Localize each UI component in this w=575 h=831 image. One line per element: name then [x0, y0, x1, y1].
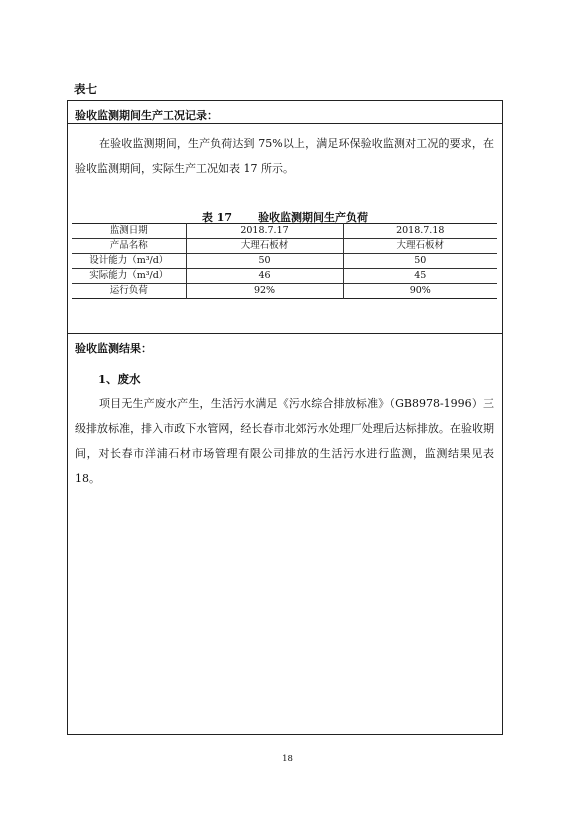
- row-label: 监测日期: [72, 224, 186, 239]
- cell-day2: 45: [343, 269, 497, 284]
- cell-day1: 50: [186, 254, 343, 269]
- section-divider: [68, 333, 502, 334]
- row-label: 实际能力（m³/d）: [72, 269, 186, 284]
- table-number: 表 17: [201, 211, 233, 224]
- cell-day2: 50: [343, 254, 497, 269]
- cell-day1: 大理石板材: [186, 239, 343, 254]
- title-divider: [68, 123, 502, 124]
- section-label: 表七: [74, 82, 97, 96]
- cell-day2: 大理石板材: [343, 239, 497, 254]
- table-row: [72, 254, 497, 269]
- table-row: [72, 239, 497, 254]
- results-paragraph: 项目无生产废水产生，生活污水满足《污水综合排放标准》（GB8978-1996）三级排放标准，排入市政下水管网，经长春市北郊污水处理厂处理后达标排放。在验收期间，对长春市洋浦石材市场管理有限公司排放的生活污水进行监测，监测结果见表 18。: [75, 397, 494, 485]
- table-title: 验收监测期间生产负荷: [258, 211, 369, 224]
- table-row: [72, 269, 497, 284]
- table-row: [72, 284, 497, 299]
- row-label: 运行负荷: [72, 284, 186, 299]
- record-paragraph: 在验收监测期间，生产负荷达到 75%以上，满足环保验收监测对工况的要求，在验收监测期间，实际生产工况如表 17 所示。: [75, 137, 494, 175]
- results-title: 验收监测结果：: [75, 342, 152, 355]
- wastewater-subheading: 1、废水: [98, 372, 141, 386]
- production-load-table: [72, 223, 497, 299]
- cell-day2: 90%: [343, 284, 497, 299]
- row-label: 产品名称: [72, 239, 186, 254]
- page-number: 18: [282, 754, 293, 764]
- cell-day1: 92%: [186, 284, 343, 299]
- cell-day1: 46: [186, 269, 343, 284]
- row-label: 设计能力（m³/d）: [72, 254, 186, 269]
- cell-day1: 2018.7.17: [186, 224, 343, 239]
- content-frame: [67, 100, 503, 735]
- table-row: [72, 224, 497, 239]
- record-title: 验收监测期间生产工况记录：: [75, 109, 218, 122]
- cell-day2: 2018.7.18: [343, 224, 497, 239]
